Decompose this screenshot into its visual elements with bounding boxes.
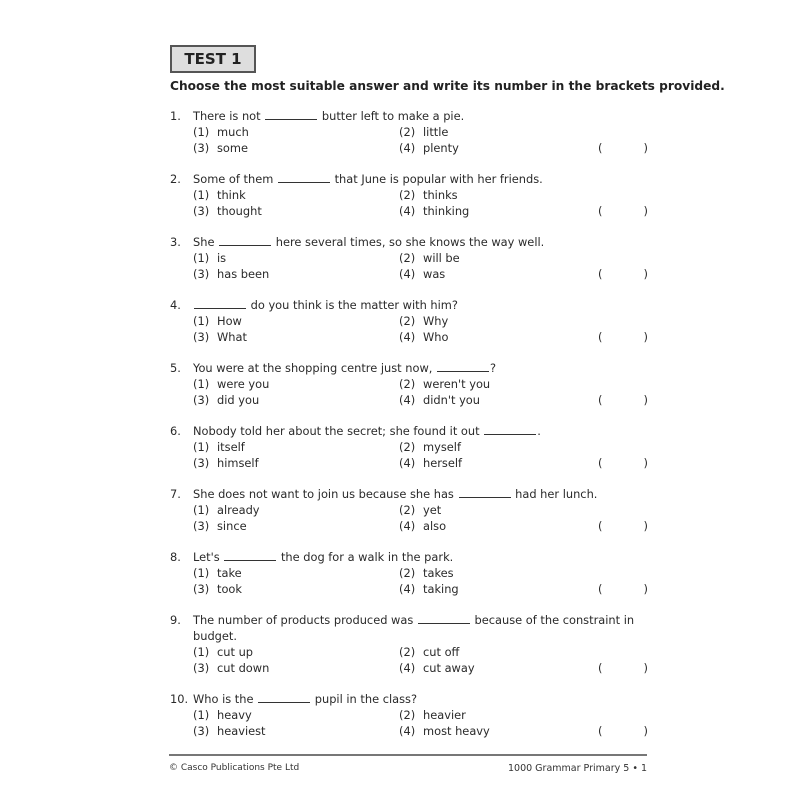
option-1: [193, 707, 252, 723]
option-1: [193, 250, 226, 266]
option-text: thinking: [423, 204, 470, 218]
question-text: [193, 360, 648, 376]
question-number: 4.: [170, 298, 181, 312]
option-label: (3): [193, 582, 210, 596]
option-text: didn't you: [423, 393, 480, 407]
option-label: (1): [193, 377, 210, 391]
option-text: were you: [217, 377, 270, 391]
option-label: (4): [399, 724, 416, 738]
question-number: 6.: [170, 424, 181, 438]
option-3: [193, 723, 266, 739]
question-item: [170, 234, 648, 297]
option-3: [193, 266, 269, 282]
option-4: [399, 329, 448, 345]
option-label: (2): [399, 566, 416, 580]
question-number: 1.: [170, 109, 181, 123]
option-text: myself: [423, 440, 461, 454]
option-text: little: [423, 125, 449, 139]
bracket-open: (: [598, 330, 603, 344]
option-text: cut down: [217, 661, 270, 675]
option-label: (3): [193, 724, 210, 738]
option-4: [399, 203, 469, 219]
option-2: [399, 124, 448, 140]
option-label: (4): [399, 582, 416, 596]
option-1: [193, 565, 242, 581]
option-label: (1): [193, 188, 210, 202]
question-text-after: because of the constraint in budget.: [193, 613, 635, 643]
question-text-before: You were at the shopping centre just now,: [193, 361, 433, 375]
option-1: [193, 124, 249, 140]
option-text: cut away: [423, 661, 475, 675]
bracket-close: ): [643, 393, 648, 407]
question-item: [170, 171, 648, 234]
option-text: cut off: [423, 645, 460, 659]
option-1: [193, 313, 242, 329]
option-2: [399, 502, 441, 518]
option-text: Why: [423, 314, 449, 328]
option-text: weren't you: [423, 377, 491, 391]
question-text: [193, 108, 648, 124]
footer-page-info: 1000 Grammar Primary 5 • 1: [507, 763, 647, 774]
option-4: [399, 518, 446, 534]
option-text: heavy: [217, 708, 252, 722]
options: [193, 502, 648, 534]
question-text-before: Who is the: [193, 692, 254, 706]
option-2: [399, 565, 454, 581]
question-text-after: that June is popular with her friends.: [334, 172, 543, 186]
option-text: think: [217, 188, 246, 202]
question-text: [193, 171, 648, 187]
option-label: (1): [193, 566, 210, 580]
option-text: yet: [423, 503, 442, 517]
option-text: taking: [423, 582, 459, 596]
option-4: [399, 266, 445, 282]
bracket-close: ): [643, 724, 648, 738]
option-label: (3): [193, 141, 210, 155]
option-1: [193, 187, 246, 203]
option-label: (1): [193, 645, 210, 659]
option-text: also: [423, 519, 447, 533]
option-label: (1): [193, 125, 210, 139]
option-text: itself: [217, 440, 245, 454]
option-4: [399, 660, 475, 676]
question-number: 8.: [170, 550, 181, 564]
option-label: (1): [193, 440, 210, 454]
option-label: (2): [399, 645, 416, 659]
footer-divider: [169, 754, 647, 756]
question-text-before: She: [193, 235, 215, 249]
question-item: [170, 691, 648, 754]
bracket-close: ): [643, 267, 648, 281]
question-text-before: She does not want to join us because she has: [193, 487, 454, 501]
bracket-open: (: [598, 393, 603, 407]
options: [193, 439, 648, 471]
footer-copyright: © Casco Publications Pte Ltd: [169, 763, 300, 773]
question-number: 2.: [170, 172, 181, 186]
question-text-before: Let's: [193, 550, 220, 564]
answer-blank: [278, 172, 330, 183]
question-text: [193, 612, 648, 644]
option-4: [399, 140, 459, 156]
option-1: [193, 644, 253, 660]
options: [193, 376, 648, 408]
question-text: [193, 234, 648, 250]
option-text: himself: [217, 456, 259, 470]
option-label: (2): [399, 708, 416, 722]
option-text: is: [217, 251, 227, 265]
answer-blank: [258, 692, 310, 703]
option-1: [193, 502, 260, 518]
option-label: (2): [399, 188, 416, 202]
option-1: [193, 439, 245, 455]
bracket-open: (: [598, 267, 603, 281]
options: [193, 250, 648, 282]
question-item: [170, 486, 648, 549]
answer-blank: [194, 298, 246, 309]
option-text: Who: [423, 330, 449, 344]
bracket-close: ): [643, 661, 648, 675]
option-label: (4): [399, 141, 416, 155]
question-item: [170, 612, 648, 691]
option-3: [193, 581, 242, 597]
option-4: [399, 723, 490, 739]
answer-blank: [224, 550, 276, 561]
option-text: thinks: [423, 188, 458, 202]
option-text: herself: [423, 456, 463, 470]
option-label: (4): [399, 267, 416, 281]
options: [193, 124, 648, 156]
bracket-open: (: [598, 582, 603, 596]
option-label: (1): [193, 251, 210, 265]
option-label: (2): [399, 314, 416, 328]
bracket-open: (: [598, 519, 603, 533]
question-list: [170, 108, 648, 754]
question-text-before: Nobody told her about the secret; she found it out: [193, 424, 480, 438]
options: [193, 187, 648, 219]
options: [193, 707, 648, 739]
bracket-close: ): [643, 141, 648, 155]
options: [193, 313, 648, 345]
bracket-close: ): [643, 204, 648, 218]
option-label: (3): [193, 204, 210, 218]
bracket-close: ): [643, 330, 648, 344]
option-4: [399, 455, 462, 471]
bracket-close: ): [643, 582, 648, 596]
option-label: (4): [399, 330, 416, 344]
answer-blank: [265, 109, 317, 120]
bracket-close: ): [643, 456, 648, 470]
option-label: (3): [193, 661, 210, 675]
option-text: since: [217, 519, 247, 533]
option-3: [193, 518, 247, 534]
option-label: (3): [193, 330, 210, 344]
option-label: (2): [399, 503, 416, 517]
option-3: [193, 392, 259, 408]
question-item: [170, 549, 648, 612]
option-label: (1): [193, 503, 210, 517]
option-label: (4): [399, 456, 416, 470]
option-label: (3): [193, 456, 210, 470]
question-text-after: the dog for a walk in the park.: [280, 550, 454, 564]
option-text: will be: [423, 251, 460, 265]
option-label: (4): [399, 393, 416, 407]
option-label: (2): [399, 251, 416, 265]
option-label: (3): [193, 393, 210, 407]
option-text: was: [423, 267, 446, 281]
option-label: (1): [193, 708, 210, 722]
option-text: takes: [423, 566, 454, 580]
question-text-after: butter left to make a pie.: [321, 109, 465, 123]
question-text-after: pupil in the class?: [314, 692, 418, 706]
option-text: heaviest: [217, 724, 266, 738]
question-text-before: The number of products produced was: [193, 613, 414, 627]
option-label: (2): [399, 440, 416, 454]
option-2: [399, 707, 466, 723]
bracket-open: (: [598, 661, 603, 675]
bracket-open: (: [598, 456, 603, 470]
options: [193, 644, 648, 676]
question-text-after: ?: [490, 361, 497, 375]
question-text-after: here several times, so she knows the way well.: [275, 235, 545, 249]
option-2: [399, 439, 461, 455]
question-text-after: had her lunch.: [515, 487, 598, 501]
instructions: Choose the most suitable answer and write its number in the brackets provided.: [170, 79, 725, 93]
option-label: (3): [193, 519, 210, 533]
option-text: thought: [217, 204, 262, 218]
test-title: TEST 1: [170, 45, 256, 73]
question-item: [170, 423, 648, 486]
question-number: 5.: [170, 361, 181, 375]
option-text: much: [217, 125, 249, 139]
options: [193, 565, 648, 597]
option-label: (1): [193, 314, 210, 328]
option-label: (4): [399, 661, 416, 675]
answer-blank: [418, 613, 470, 624]
option-text: take: [217, 566, 242, 580]
question-number: 10.: [170, 692, 189, 706]
question-text: [193, 549, 648, 565]
answer-blank: [219, 235, 271, 246]
option-1: [193, 376, 269, 392]
question-number: 9.: [170, 613, 181, 627]
option-label: (2): [399, 377, 416, 391]
question-text-before: Some of them: [193, 172, 274, 186]
question-text-before: There is not: [193, 109, 261, 123]
bracket-open: (: [598, 204, 603, 218]
option-text: already: [217, 503, 260, 517]
answer-blank: [459, 487, 511, 498]
option-3: [193, 660, 269, 676]
option-2: [399, 644, 459, 660]
bracket-close: ): [643, 519, 648, 533]
option-text: How: [217, 314, 242, 328]
question-text: [193, 423, 648, 439]
option-4: [399, 392, 480, 408]
bracket-open: (: [598, 724, 603, 738]
option-label: (4): [399, 519, 416, 533]
option-4: [399, 581, 459, 597]
option-label: (4): [399, 204, 416, 218]
question-item: [170, 108, 648, 171]
option-3: [193, 329, 247, 345]
question-text-after: do you think is the matter with him?: [250, 298, 458, 312]
option-text: has been: [217, 267, 270, 281]
option-3: [193, 140, 248, 156]
question-text: [193, 691, 648, 707]
option-text: plenty: [423, 141, 459, 155]
option-text: took: [217, 582, 243, 596]
question-text-after: .: [537, 424, 541, 438]
answer-blank: [484, 424, 536, 435]
question-text: [193, 297, 648, 313]
question-item: [170, 360, 648, 423]
option-2: [399, 187, 458, 203]
option-text: What: [217, 330, 247, 344]
option-label: (2): [399, 125, 416, 139]
question-number: 3.: [170, 235, 181, 249]
option-text: cut up: [217, 645, 254, 659]
option-text: did you: [217, 393, 260, 407]
bracket-open: (: [598, 141, 603, 155]
option-3: [193, 203, 262, 219]
option-2: [399, 313, 448, 329]
option-text: some: [217, 141, 249, 155]
question-number: 7.: [170, 487, 181, 501]
option-text: heavier: [423, 708, 466, 722]
question-item: [170, 297, 648, 360]
option-2: [399, 250, 460, 266]
answer-blank: [437, 361, 489, 372]
question-text: [193, 486, 648, 502]
option-2: [399, 376, 490, 392]
option-text: most heavy: [423, 724, 490, 738]
option-label: (3): [193, 267, 210, 281]
option-3: [193, 455, 259, 471]
